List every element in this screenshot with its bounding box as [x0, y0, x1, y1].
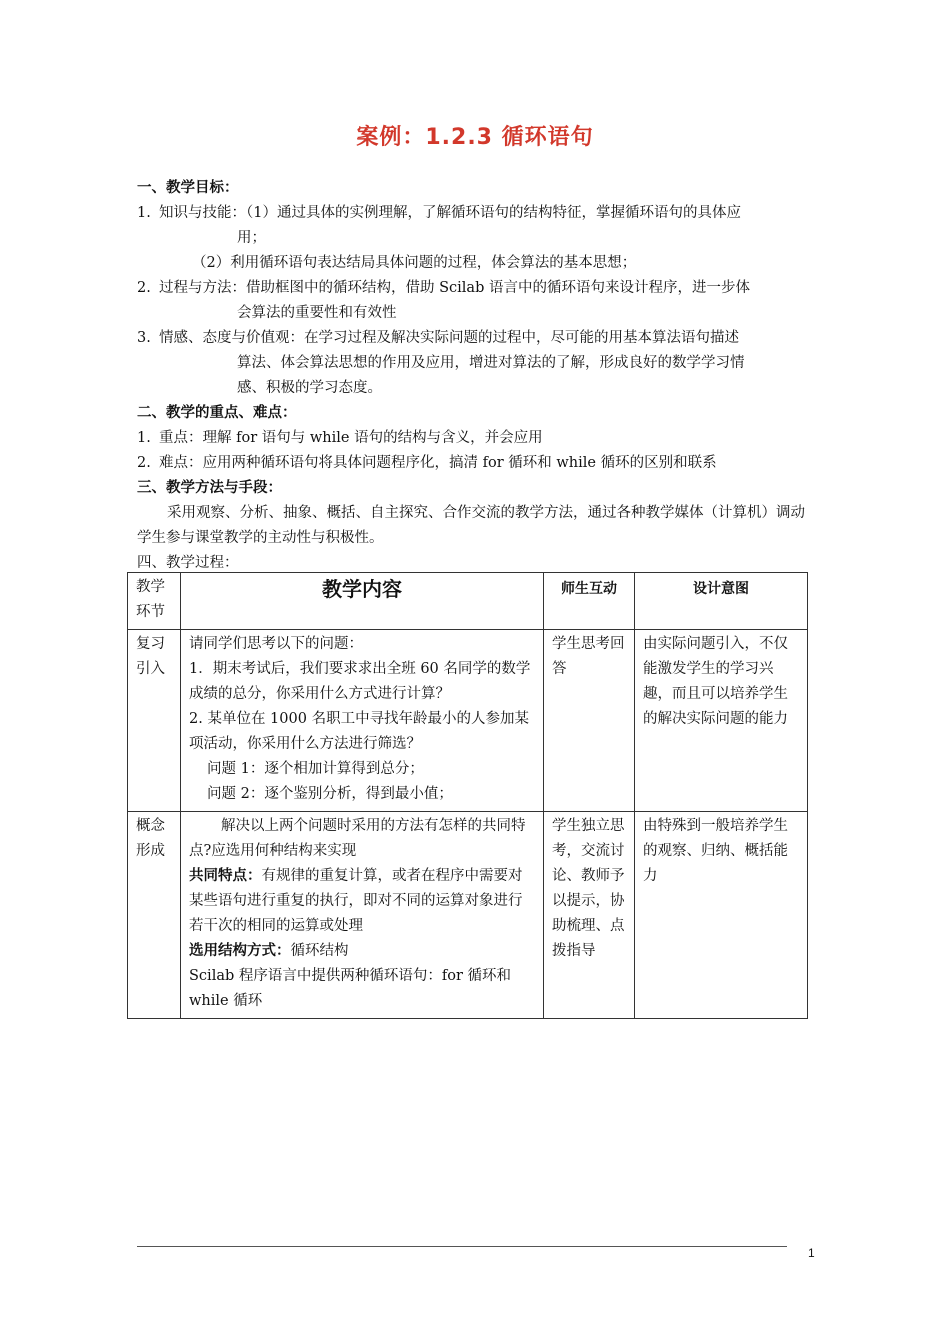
content-line: 问题 1：逐个相加计算得到总分； — [207, 761, 424, 777]
content-line: Scilab 程序语言中提供两种循环语句：for 循环和 while 循环 — [189, 968, 512, 1009]
interaction-cell: 学生思考回答 — [544, 630, 635, 812]
item-text: 情感、态度与价值观：在学习过程及解决实际问题的过程中，尽可能的用基本算法语句描述 — [159, 330, 739, 346]
structure-text: 循环结构 — [290, 943, 349, 959]
section-heading-keypoints: 二、教学的重点、难点： — [137, 405, 297, 421]
teaching-process-table — [127, 572, 808, 1019]
goal-item-1-sub: （2）利用循环语句表达结局具体问题的过程，体会算法的基本思想； — [192, 255, 637, 271]
footer-divider — [137, 1246, 787, 1247]
header-content: 教学内容 — [181, 573, 544, 630]
keypoint-item-1 — [137, 426, 817, 451]
content-line: 问题 2：逐个鉴别分析，得到最小值； — [207, 786, 453, 802]
item-continuation: 算法、体会算法思想的作用及应用，增进对算法的了解，形成良好的数学学习情 — [237, 355, 745, 371]
intent-cell: 由实际问题引入，不仅能激发学生的学习兴趣，而且可以培养学生的解决实际问题的能力 — [635, 630, 808, 812]
table-row — [128, 812, 808, 1019]
common-feature-text: 有规律的重复计算，或者在程序中需要对某些语句进行重复的执行，即对不同的运算对象进行若干次的相同的运算或处理 — [189, 868, 523, 934]
stage-cell: 概念形成 — [128, 812, 181, 1019]
keypoint-item-2 — [137, 451, 817, 476]
page-number: 1 — [808, 1246, 815, 1260]
item-number: 2. — [137, 280, 151, 296]
item-number: 1. — [137, 205, 151, 221]
goal-item-3 — [137, 326, 817, 351]
item-continuation: 感、积极的学习态度。 — [237, 380, 382, 396]
item-number: 2. — [137, 455, 151, 471]
item-number: 3. — [137, 330, 151, 346]
content-line: 2. 某单位在 1000 名职工中寻找年龄最小的人参加某项活动，你采用什么方法进行筛选？ — [189, 711, 530, 752]
section-heading-goals: 一、教学目标： — [137, 180, 239, 196]
item-continuation: 用； — [237, 230, 266, 246]
header-stage: 教学环节 — [128, 573, 181, 630]
content-line — [189, 939, 535, 964]
intent-cell: 由特殊到一般培养学生的观察、归纳、概括能力 — [635, 812, 808, 1019]
goal-item-1 — [137, 201, 817, 226]
item-text: 过程与方法：借助框图中的循环结构，借助 Scilab 语言中的循环语句来设计程序，进一步体 — [159, 280, 750, 296]
section-heading-methods: 三、教学方法与手段： — [137, 480, 282, 496]
content-line: 解决以上两个问题时采用的方法有怎样的共同特点?应选用何种结构来实现 — [189, 818, 526, 859]
section-heading-process: 四、教学过程： — [137, 555, 239, 571]
item-text: 重点：理解 for 语句与 while 语句的结构与含义，并会应用 — [159, 430, 543, 446]
item-text: 难点：应用两种循环语句将具体问题程序化，搞清 for 循环和 while 循环的区别和联系 — [159, 455, 717, 471]
item-text: 知识与技能：（1）通过具体的实例理解，了解循环语句的结构特征，掌握循环语句的具体应 — [159, 205, 741, 221]
interaction-cell: 学生独立思考，交流讨论、教师予以提示，协助梳理、点拨指导 — [544, 812, 635, 1019]
content-line: 请同学们思考以下的问题： — [189, 636, 363, 652]
methods-paragraph: 采用观察、分析、抽象、概括、自主探究、合作交流的教学方法，通过各种教学媒体（计算机）调动学生参与课堂教学的主动性与积极性。 — [137, 505, 805, 546]
label-structure: 选用结构方式： — [189, 943, 291, 959]
stage-cell: 复习引入 — [128, 630, 181, 812]
content-cell — [181, 630, 544, 812]
header-intent: 设计意图 — [635, 573, 808, 630]
document-body — [137, 176, 817, 576]
goal-item-2 — [137, 276, 817, 301]
table-row — [128, 630, 808, 812]
header-interaction: 师生互动 — [544, 573, 635, 630]
table-header-row — [128, 573, 808, 630]
content-line — [189, 864, 535, 939]
content-line: 1．期末考试后，我们要求求出全班 60 名同学的数学成绩的总分，你采用什么方式进行计算？ — [189, 661, 531, 702]
document-title: 案例：1.2.3 循环语句 — [356, 125, 594, 150]
label-common-feature: 共同特点： — [189, 868, 262, 884]
item-continuation: 会算法的重要性和有效性 — [237, 305, 397, 321]
item-number: 1. — [137, 430, 151, 446]
content-cell — [181, 812, 544, 1019]
